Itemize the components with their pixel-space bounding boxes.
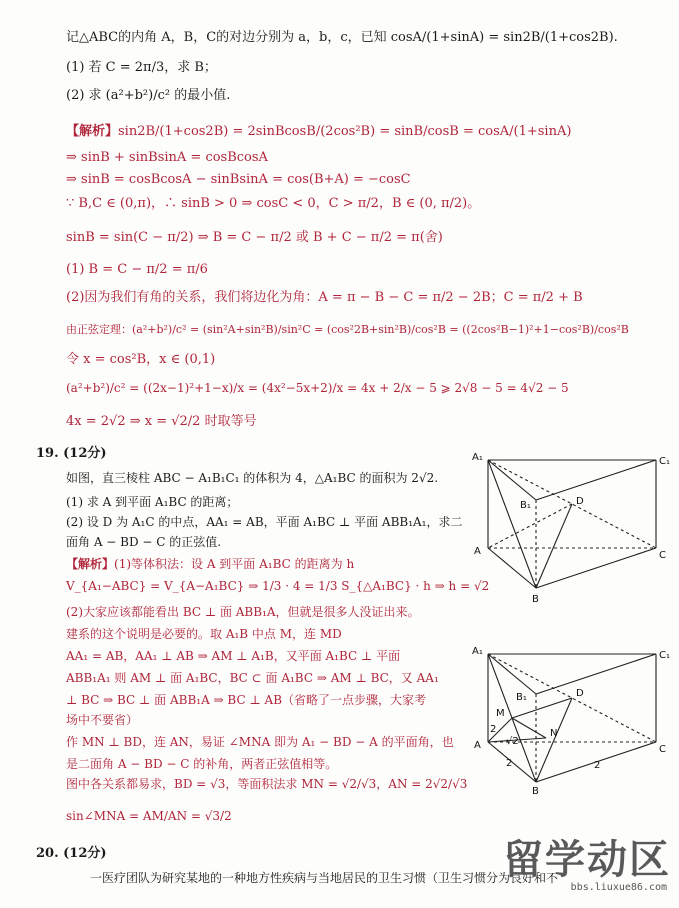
label-length-2-right: 2 <box>594 760 601 771</box>
q19-solution-text-1: (1)等体积法：设 A 到平面 A₁BC 的距离为 h <box>114 557 355 571</box>
label-m: M <box>496 708 505 719</box>
q19-solution-line-6: ABB₁A₁ 则 AM ⊥ 面 A₁BC，BC ⊂ 面 A₁BC ⇒ AM ⊥ BC，又 AA₁ <box>66 671 439 685</box>
label-length-2-bottom: 2 <box>506 758 513 769</box>
q19-solution-line-5: AA₁ = AB，AA₁ ⊥ AB ⇒ AM ⊥ A₁B，又平面 A₁BC ⊥ 平面 <box>66 649 401 663</box>
watermark <box>501 836 671 900</box>
label-b: B <box>532 594 539 605</box>
label-b1: B₁ <box>516 692 527 703</box>
q20-stem: 一医疗团队为研究某地的一种地方性疾病与当地居民的卫生习惯（卫生习惯分为良好和不 <box>90 871 559 885</box>
watermark-url: bbs.liuxue86.com <box>570 882 667 893</box>
q18-solution-line-7: (2)因为我们有角的关系，我们将边化为角：A = π − B − C = π/2 − 2B；C = π/2 + B <box>66 290 583 305</box>
q18-solution-line-8: 由正弦定理：(a²+b²)/c² = (sin²A+sin²B)/sin²C = (cos²2B+sin²B)/cos²B = ((2cos²B−1)²+1−cos²B)/cos²B <box>66 323 629 336</box>
label-b: B <box>532 786 539 797</box>
q18-solution-text-1: sin2B/(1+cos2B) = 2sinBcosB/(2cos²B) = sinB/cosB = cosA/(1+sinA) <box>118 124 572 139</box>
q19-part2-line-2: 面角 A − BD − C 的正弦值. <box>66 535 222 549</box>
label-a1: A₁ <box>472 452 483 463</box>
label-b1: B₁ <box>520 500 531 511</box>
q19-solution-line-9: 作 MN ⊥ BD，连 AN，易证 ∠MNA 即为 A₁ − BD − A 的平面角，也 <box>66 735 454 749</box>
q18-solution-line-5: sinB = sin(C − π/2) ⇒ B = C − π/2 或 B + C − π/2 = π(舍) <box>66 230 443 245</box>
label-c1: C₁ <box>659 650 670 661</box>
q19-solution-label: 【解析】 <box>66 557 115 571</box>
label-a: A <box>474 546 481 557</box>
q19-solution-line-8: 场中不要省） <box>66 713 139 727</box>
label-n: N <box>550 728 558 739</box>
prism-figure-2 <box>466 642 670 800</box>
q18-solution-line-6: (1) B = C − π/2 = π/6 <box>66 262 208 277</box>
q19-heading: 19. (12分) <box>36 446 107 461</box>
q18-solution-line-1 <box>66 124 571 140</box>
label-c: C <box>659 550 666 561</box>
q19-part2-line-1: (2) 设 D 为 A₁C 的中点，AA₁ = AB，平面 A₁BC ⊥ 平面 ABB₁A₁，求二 <box>66 515 463 529</box>
q18-part2: (2) 求 (a²+b²)/c² 的最小值. <box>66 88 231 103</box>
label-length-2-left: 2 <box>490 724 497 735</box>
label-d: D <box>576 688 584 699</box>
label-d: D <box>576 496 584 507</box>
q19-solution-line-11: 图中各关系都易求，BD = √3，等面积法求 MN = √2/√3，AN = 2√2/√3 <box>66 777 468 791</box>
label-a1: A₁ <box>472 646 483 657</box>
q19-solution-line-1 <box>66 556 354 572</box>
q20-heading: 20. (12分) <box>36 846 107 861</box>
q18-solution-line-10: (a²+b²)/c² = ((2x−1)²+1−x)/x = (4x²−5x+2)/x = 4x + 2/x − 5 ⩾ 2√8 − 5 = 4√2 − 5 <box>66 381 569 395</box>
label-c1: C₁ <box>659 456 670 467</box>
q19-solution-line-7: ⊥ BC ⇒ BC ⊥ 面 ABB₁A ⇒ BC ⊥ AB（省略了一点步骤，大家考 <box>66 693 427 707</box>
q19-solution-line-3: (2)大家应该都能看出 BC ⊥ 面 ABB₁A，但就是很多人没证出来。 <box>66 605 420 619</box>
q18-part1: (1) 若 C = 2π/3，求 B； <box>66 60 217 75</box>
q19-stem: 如图，直三棱柱 ABC − A₁B₁C₁ 的体积为 4，△A₁BC 的面积为 2√2. <box>66 471 439 485</box>
q18-solution-line-11: 4x = 2√2 ⇒ x = √2/2 时取等号 <box>66 414 257 429</box>
q18-solution-line-4: ∵ B,C ∈ (0,π)，∴ sinB > 0 ⇒ cosC < 0，C > π/2，B ∈ (0, π/2)。 <box>66 196 481 211</box>
label-length-sqrt2: √2 <box>506 736 519 747</box>
q19-solution-line-12: sin∠MNA = AM/AN = √3/2 <box>66 809 232 823</box>
watermark-brand: 留学动区 <box>503 837 671 883</box>
q19-part1: (1) 求 A 到平面 A₁BC 的距离； <box>66 495 239 509</box>
q18-solution-label: 【解析】 <box>66 124 119 139</box>
q19-solution-line-4: 建系的这个说明是必要的。取 A₁B 中点 M，连 MD <box>66 627 342 641</box>
prism-figure-1 <box>466 448 670 608</box>
q18-solution-line-3: ⇒ sinB = cosBcosA − sinBsinA = cos(B+A) = −cosC <box>66 172 411 187</box>
q19-solution-line-10: 是二面角 A − BD − C 的补角，两者正弦值相等。 <box>66 757 338 771</box>
q18-solution-line-2: ⇒ sinB + sinBsinA = cosBcosA <box>66 150 268 165</box>
q18-stem: 记△ABC的内角 A，B，C的对边分别为 a，b，c，已知 cosA/(1+sinA) = sin2B/(1+cos2B). <box>66 30 618 45</box>
label-c: C <box>659 744 666 755</box>
label-a: A <box>474 740 481 751</box>
q19-solution-line-2: V_{A₁−ABC} = V_{A−A₁BC} ⇒ 1/3 · 4 = 1/3 S_{△A₁BC} · h ⇒ h = √2 <box>66 579 490 593</box>
q18-solution-line-9: 令 x = cos²B，x ∈ (0,1) <box>66 352 216 367</box>
